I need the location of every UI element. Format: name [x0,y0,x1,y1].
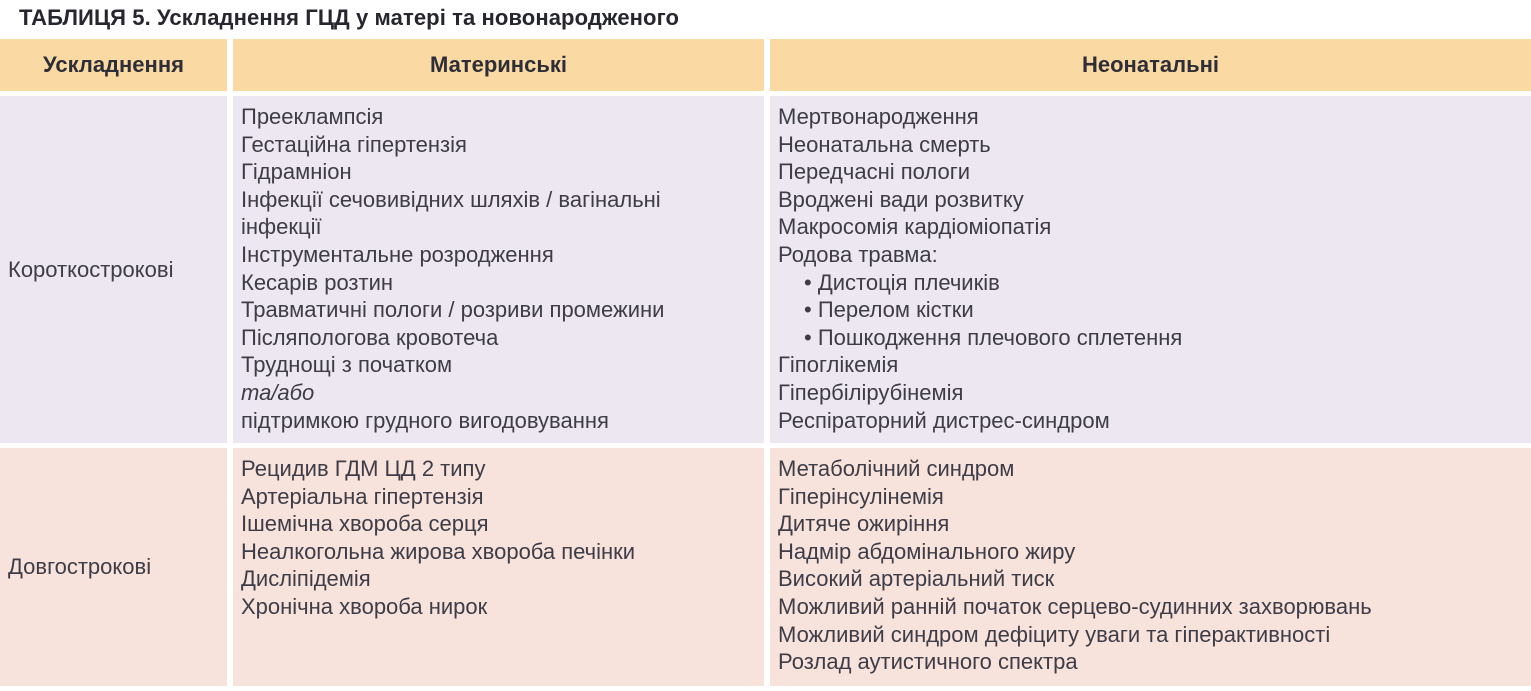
cell-line: Хронічна хвороба нирок [241,593,488,619]
cell-line: Дитяче ожиріння [778,511,950,537]
header-cell-neonatal: Неонатальні [770,39,1531,91]
cell-line: інфекції [241,214,322,240]
cell-line: • Пошкодження плечового сплетення [804,324,1183,350]
cell-line: Надмір абдомінального жиру [778,538,1076,564]
header-cell-maternal: Материнські [233,39,764,91]
cell-line: Інфекції сечовивідних шляхів / вагінальні [241,186,661,212]
cell-line: Розлад аутистичного спектра [778,649,1078,675]
cell-line: Респіраторний дистрес-синдром [778,407,1110,433]
table-title: ТАБЛИЦЯ 5. Ускладнення ГЦД у матері та новонародженого [19,5,680,30]
cell-long-term-maternal [233,448,764,686]
cell-line: Можливий синдром дефіциту уваги та гіперактивності [778,621,1331,647]
cell-line: Дисліпідемія [241,566,371,592]
cell-line: Травматичні пологи / розриви промежини [241,297,665,323]
cell-line: Неонатальна смерть [778,131,991,157]
cell-short-term-neonatal [770,96,1531,443]
cell-line: Метаболічний синдром [778,456,1015,481]
cell-line: Гідрамніон [241,159,352,185]
cell-line: • Дистоція плечиків [804,269,1000,295]
cell-line: Мертвонародження [778,104,979,129]
cell-line: підтримкою грудного вигодовування [241,407,609,433]
row-label-long-term: Довгострокові [0,448,227,686]
cell-line: Артеріальна гіпертензія [241,483,484,509]
cell-line: Кесарів розтин [241,269,394,295]
complications-table [0,39,1531,686]
header-cell-complications: Ускладнення [0,39,227,91]
cell-line: Макросомія кардіоміопатія [778,214,1052,240]
cell-line: Вроджені вади розвитку [778,186,1024,212]
cell-line: Ішемічна хвороба серця [241,511,489,537]
cell-line: Високий артеріальний тиск [778,566,1055,592]
cell-long-term-neonatal [770,448,1531,686]
cell-line: Передчасні пологи [778,159,971,185]
cell-line: Гестаційна гіпертензія [241,131,467,157]
cell-line: Можливий ранній початок серцево-судинних захворювань [778,593,1372,619]
cell-line: Труднощі з початком [241,352,453,378]
cell-line: Гіперінсулінемія [778,483,944,509]
cell-line: Прееклампсія [241,104,384,129]
cell-short-term-maternal [233,96,764,443]
cell-line: Гіпербілірубінемія [778,379,964,405]
cell-line: Післяпологова кровотеча [241,324,499,350]
cell-line: Неалкогольна жирова хвороба печінки [241,538,636,564]
row-label-short-term: Короткострокові [0,96,227,443]
cell-line: • Перелом кістки [804,297,974,323]
cell-line: Родова травма: [778,241,938,267]
cell-line: Рецидив ГДМ ЦД 2 типу [241,456,486,481]
cell-line: та/або [241,379,315,405]
cell-line: Інструментальне розродження [241,241,554,267]
cell-line: Гіпоглікемія [778,352,899,378]
